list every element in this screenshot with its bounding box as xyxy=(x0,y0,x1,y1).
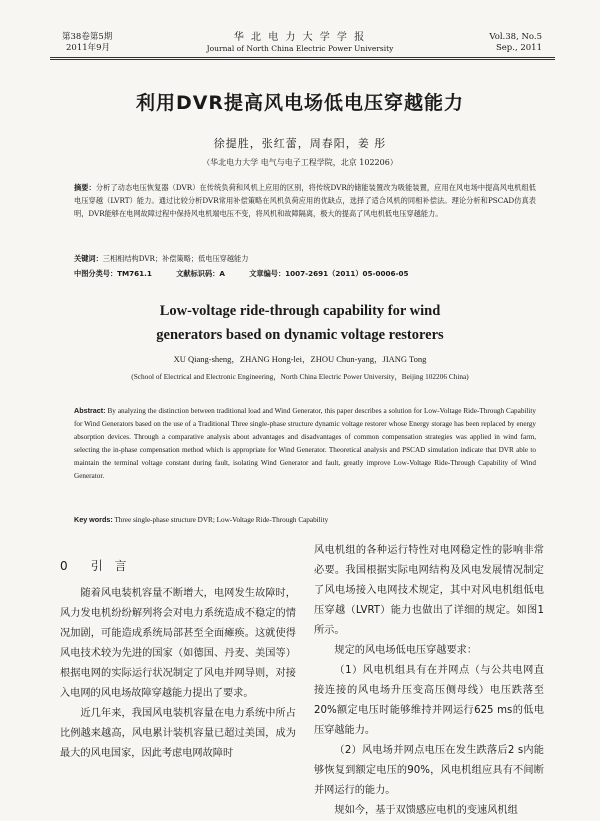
affiliation-zh: （华北电力大学 电气与电子工程学院，北京 102206） xyxy=(202,158,398,167)
abstract-zh-text: 分析了动态电压恢复器（DVR）在传统负荷和风机上应用的区别，将传统DVR的储能装置改为吸能装置，应用在风电场中提高风电机组低电压穿越（LVRT）能力。通过比较分析DVR常用补偿策略在风机负荷应用的优缺点，选择了适合风机的同相补偿法。理论分析和PSCAD仿真表明，DVR能够在电网故障过程中保持风电机端电压不变，将风机和故障隔离，极大的提高了风电机低电压穿越能力。 xyxy=(74,183,536,218)
section-title: 引 言 xyxy=(90,559,131,573)
abstract-en-text: By analyzing the distinction between traditional load and Wind Generator, this paper describes a solution for Low-Voltage Ride-Through Capability for Wind Generators based on the use of a Traditional Three single-phase structure dynamic voltage restorer whose Energy storage has been replaced by energy absorption devices. Through a comparative analysis about advantages and disadvantages of common compensation strategies was applied in wind farm, selecting the in-phase compensation method which is appropriate for Wind Generator. Theoretical analysis and PSCAD simulation indicate that DVR able to maintain the terminal voltage constant during fault, isolating Wind Generator and fault, greatly improve Low-Voltage Ride-Through Capability of Wind Generator. xyxy=(74,407,536,480)
keywords-zh xyxy=(74,252,536,265)
intro-paragraph-2: 近几年来，我国风电装机容量在电力系统中所占比例越来越高，风电累计装机容量已超过美国，成为最大的风电国家，因此考虑电网故障时 xyxy=(60,708,296,759)
abstract-zh xyxy=(74,181,536,220)
issue-volume: 第38卷第5期 xyxy=(62,32,113,42)
right-paragraph-5: 规如今，基于双馈感应电机的变速风机组 xyxy=(334,805,518,816)
volume-number-en: Vol.38, No.5 xyxy=(489,32,542,42)
paper-title-en-line2: generators based on dynamic voltage restorers xyxy=(156,327,444,343)
clc-number: 中图分类号：TM761.1 xyxy=(74,269,152,278)
keywords-zh-label: 关键词： xyxy=(74,254,103,263)
keywords-en-label: Key words: xyxy=(74,515,113,524)
issue-date: 2011年9月 xyxy=(66,43,111,53)
abstract-en-label: Abstract: xyxy=(74,406,106,415)
classification-zh xyxy=(74,267,536,280)
authors-en: XU Qiang-sheng，ZHANG Hong-lei，ZHOU Chun-yang，JIANG Tong xyxy=(173,354,427,364)
abstract-zh-label: 摘要： xyxy=(74,183,96,192)
affiliation-en: (School of Electrical and Electronic Engineering，North China Electric Power University，Beijing 102206 China) xyxy=(131,372,469,381)
section-number: 0 xyxy=(60,559,72,573)
header-rule-2 xyxy=(50,59,555,60)
journal-name-en: Journal of North China Electric Power University xyxy=(206,44,394,53)
journal-name-zh: 华 北 电 力 大 学 学 报 xyxy=(233,32,367,43)
right-column xyxy=(314,541,544,821)
keywords-en xyxy=(74,513,536,527)
keywords-zh-text: 三相相结构DVR；补偿策略；低电压穿越能力 xyxy=(102,254,249,263)
right-paragraph-1: 风电机组的各种运行特性对电网稳定性的影响非常必要。我国根据实际电网结构及风电发展情况制定了风电场接入电网技术规定，其中对风电机组低电压穿越（LVRT）能力也做出了详细的规定。如图1所示。 xyxy=(314,545,544,636)
right-paragraph-3: （1）风电机组具有在并网点（与公共电网直接连接的风电场升压变高压侧母线）电压跌落至20%额定电压时能够维持并网运行625 ms的低电压穿越能力。 xyxy=(314,665,544,736)
authors-zh: 徐提胜，张红蕾，周春阳，姜 彤 xyxy=(213,137,387,150)
journal-volume-en xyxy=(489,32,542,54)
header-rule xyxy=(50,57,555,58)
paper-title-en-line1: Low-voltage ride-through capability for wind xyxy=(159,303,441,319)
left-column xyxy=(60,584,296,764)
intro-paragraph-1: 随着风电装机容量不断增大，电网发生故障时，风力发电机纷纷解列将会对电力系统造成不稳定的情况加剧，可能造成系统局部甚至全面瘫痪。这就使得风电技术较为先进的国家（如德国、丹麦、美国等）根据电网的实际运行状况制定了风电并网导则，对接入电网的风电场故障穿越能力提出了要求。 xyxy=(60,588,296,699)
section-heading xyxy=(60,555,131,574)
document-code: 文献标识码：A xyxy=(176,269,225,278)
right-paragraph-4: （2）风电场并网点电压在发生跌落后2 s内能够恢复到额定电压的90%，风电机组应具有不间断并网运行的能力。 xyxy=(314,745,544,796)
abstract-en xyxy=(74,404,536,483)
right-paragraph-2: 规定的风电场低电压穿越要求： xyxy=(334,645,478,656)
keywords-en-text: Three single-phase structure DVR; Low-Voltage Ride-Through Capability xyxy=(114,516,329,524)
paper-title-zh: 利用DVR提高风电场低电压穿越能力 xyxy=(135,92,465,114)
article-number: 文章编号：1007-2691（2011）05-0006-05 xyxy=(249,269,409,278)
volume-date-en: Sep., 2011 xyxy=(495,43,542,53)
